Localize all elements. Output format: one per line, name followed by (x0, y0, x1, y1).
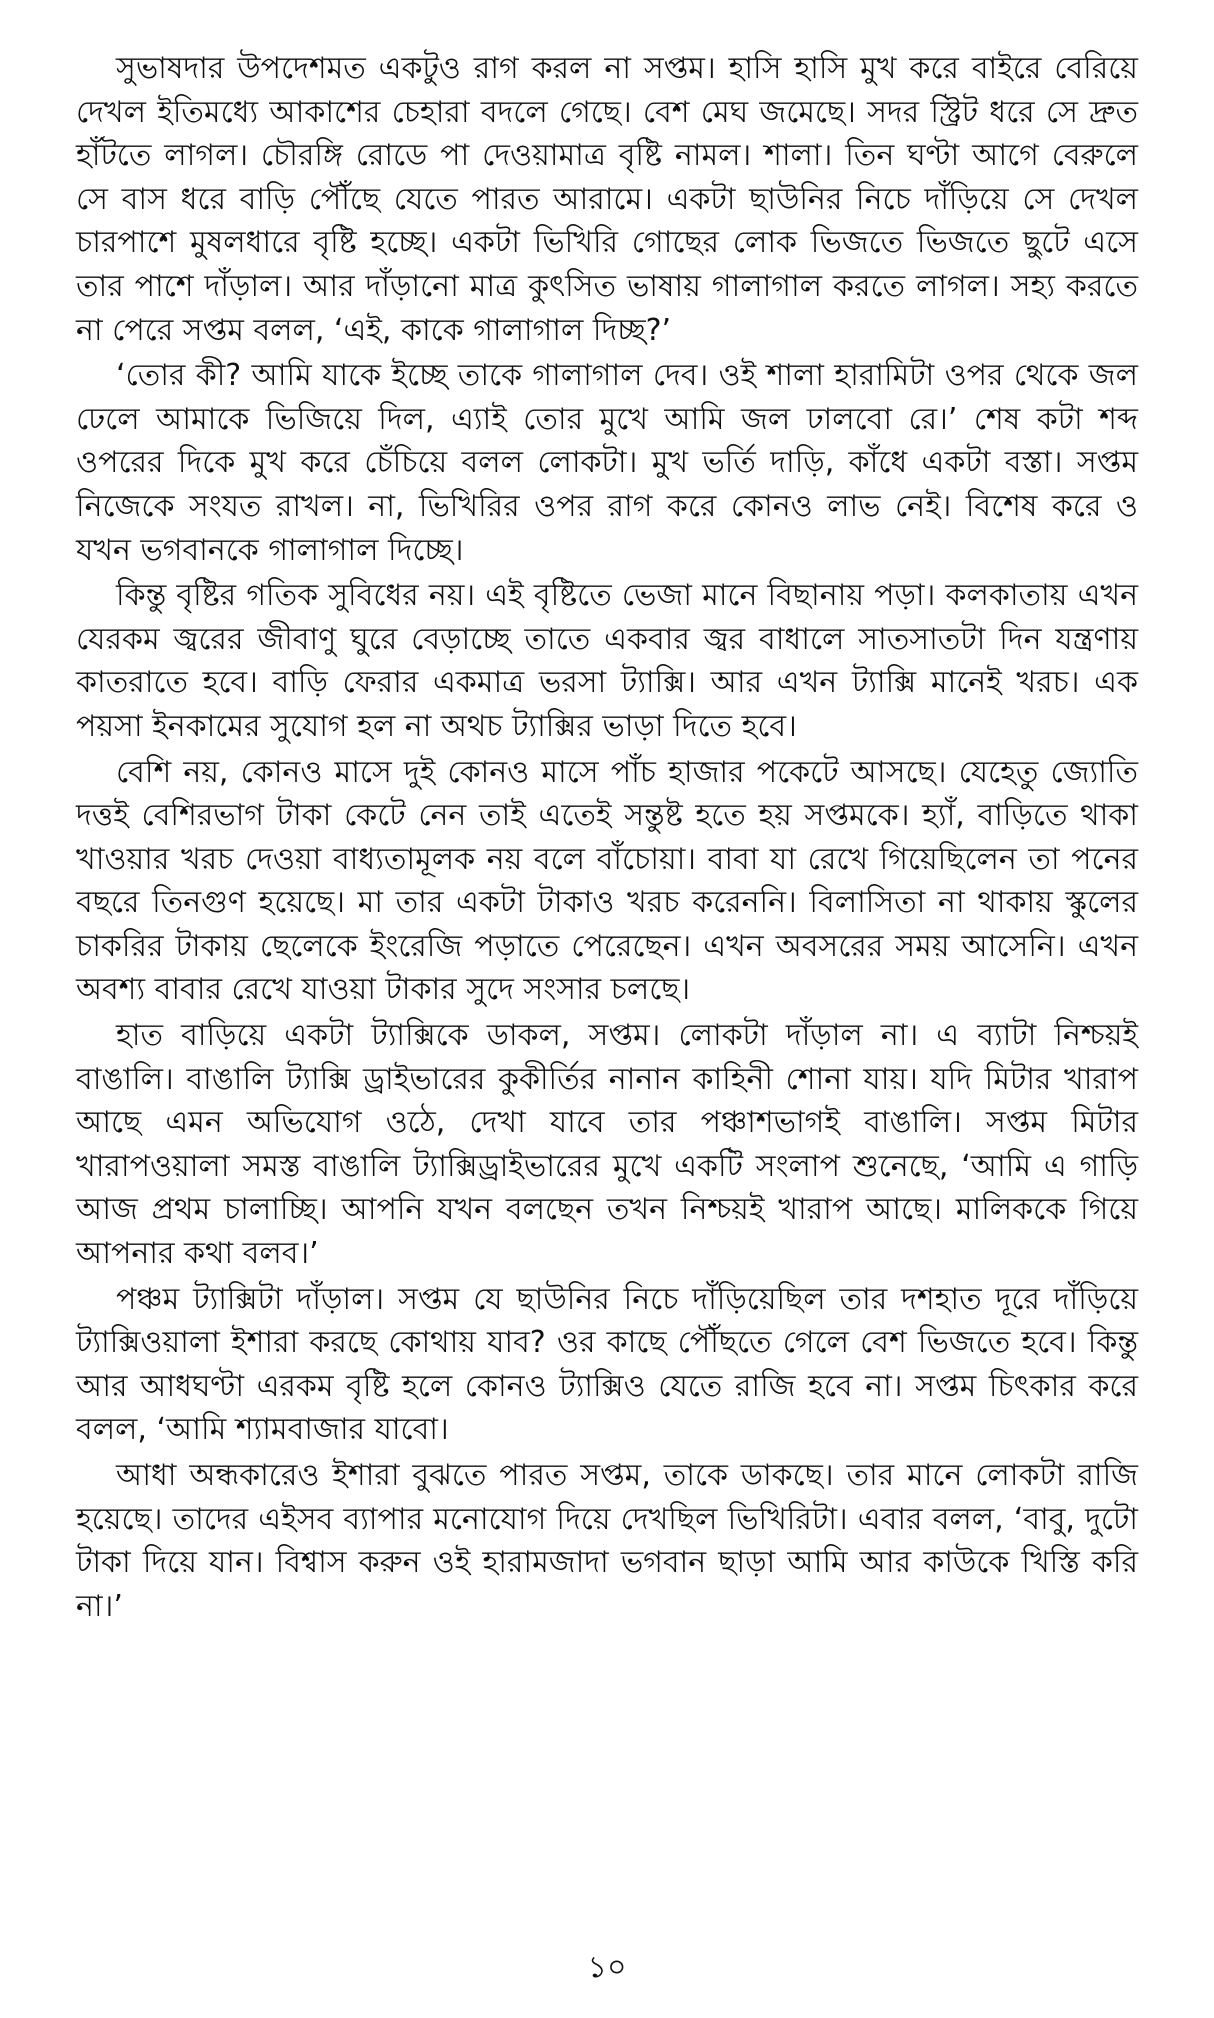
paragraph-4: বেশি নয়, কোনও মাসে দুই কোনও মাসে পাঁচ হাজার পকেটে আসছে। যেহেতু জ্যোতি দত্তই বেশিরভাগ টাকা কেটে নেন তাই এতেই সন্তুষ্ট হতে হয় সপ্তমকে। হ্যাঁ, বাড়িতে থাকা খাওয়ার খরচ দেওয়া বাধ্যতামূলক নয় বলে বাঁচোয়া। বাবা যা রেখে গিয়েছিলেন তা পনের বছরে তিনগুণ হয়েছে। মা তার একটা টাকাও খরচ করেননি। বিলাসিতা না থাকায় স্কুলের চাকরির টাকায় ছেলেকে ইংরেজি পড়াতে পেরেছেন। এখন অবসরের সময় আসেনি। এখন অবশ্য বাবার রেখে যাওয়া টাকার সুদে সংসার চলছে। (76, 754, 1138, 1008)
page-number: ১০ (587, 1950, 627, 1985)
paragraph-1: সুভাষদার উপদেশমত একটুও রাগ করল না সপ্তম। হাসি হাসি মুখ করে বাইরে বেরিয়ে দেখল ইতিমধ্যে আকাশের চেহারা বদলে গেছে। বেশ মেঘ জমেছে। সদর স্ট্রিট ধরে সে দ্রুত হাঁটতে লাগল। চৌরঙ্গি রোডে পা দেওয়ামাত্র বৃষ্টি নামল। শালা। তিন ঘণ্টা আগে বেরুলে সে বাস ধরে বাড়ি পৌঁছে যেতে পারত আরামে। একটা ছাউনির নিচে দাঁড়িয়ে সে দেখল চারপাশে মুষলধারে বৃষ্টি হচ্ছে। একটা ভিখিরি গোছের লোক ভিজতে ভিজতে ছুটে এসে তার পাশে দাঁড়াল। আর দাঁড়ানো মাত্র কুৎসিত ভাষায় গালাগাল করতে লাগল। সহ্য করতে না পেরে সপ্তম বলল, ‘এই, কাকে গালাগাল দিচ্ছ?’ (76, 51, 1138, 348)
body-text (76, 47, 1138, 1630)
paragraph-5: হাত বাড়িয়ে একটা ট্যাক্সিকে ডাকল, সপ্তম। লোকটা দাঁড়াল না। এ ব্যাটা নিশ্চয়ই বাঙালি। বাঙালি ট্যাক্সি ড্রাইভারের কুকীর্তির নানান কাহিনী শোনা যায়। যদি মিটার খারাপ আছে এমন অভিযোগ ওঠে, দেখা যাবে তার পঞ্চাশভাগই বাঙালি। সপ্তম মিটার খারাপওয়ালা সমস্ত বাঙালি ট্যাক্সিড্রাইভারের মুখে একটি সংলাপ শুনেছে, ‘আমি এ গাড়ি আজ প্রথম চালাচ্ছি। আপনি যখন বলছেন তখন নিশ্চয়ই খারাপ আছে। মালিককে গিয়ে আপনার কথা বলব।’ (76, 1018, 1138, 1272)
paragraph-3: কিন্তু বৃষ্টির গতিক সুবিধের নয়। এই বৃষ্টিতে ভেজা মানে বিছানায় পড়া। কলকাতায় এখন যেরকম জ্বরের জীবাণু ঘুরে বেড়াচ্ছে তাতে একবার জ্বর বাধালে সাতসাতটা দিন যন্ত্রণায় কাতরাতে হবে। বাড়ি ফেরার একমাত্র ভরসা ট্যাক্সি। আর এখন ট্যাক্সি মানেই খরচ। এক পয়সা ইনকামের সুযোগ হল না অথচ ট্যাক্সির ভাড়া দিতে হবে। (76, 578, 1138, 744)
paragraph-2: ‘তোর কী? আমি যাকে ইচ্ছে তাকে গালাগাল দেব। ওই শালা হারামিটা ওপর থেকে জল ঢেলে আমাকে ভিজিয়ে দিল, এ্যাই তোর মুখে আমি জল ঢালবো রে।’ শেষ কটা শব্দ ওপরের দিকে মুখ করে চেঁচিয়ে বলল লোকটা। মুখ ভর্তি দাড়ি, কাঁধে একটা বস্তা। সপ্তম নিজেকে সংযত রাখল। না, ভিখিরির ওপর রাগ করে কোনও লাভ নেই। বিশেষ করে ও যখন ভগবানকে গালাগাল দিচ্ছে। (76, 358, 1138, 568)
paragraph-7: আধা অন্ধকারেও ইশারা বুঝতে পারত সপ্তম, তাকে ডাকছে। তার মানে লোকটা রাজি হয়েছে। তাদের এইসব ব্যাপার মনোযোগ দিয়ে দেখছিল ভিখিরিটা। এবার বলল, ‘বাবু, দুটো টাকা দিয়ে যান। বিশ্বাস করুন ওই হারামজাদা ভগবান ছাড়া আমি আর কাউকে খিস্তি করি না।’ (76, 1458, 1138, 1624)
paragraph-6: পঞ্চম ট্যাক্সিটা দাঁড়াল। সপ্তম যে ছাউনির নিচে দাঁড়িয়েছিল তার দশহাত দূরে দাঁড়িয়ে ট্যাক্সিওয়ালা ইশারা করছে কোথায় যাব? ওর কাছে পৌঁছতে গেলে বেশ ভিজতে হবে। কিন্তু আর আধঘণ্টা এরকম বৃষ্টি হলে কোনও ট্যাক্সিও যেতে রাজি হবে না। সপ্তম চিৎকার করে বলল, ‘আমি শ্যামবাজার যাবো। (76, 1281, 1138, 1448)
